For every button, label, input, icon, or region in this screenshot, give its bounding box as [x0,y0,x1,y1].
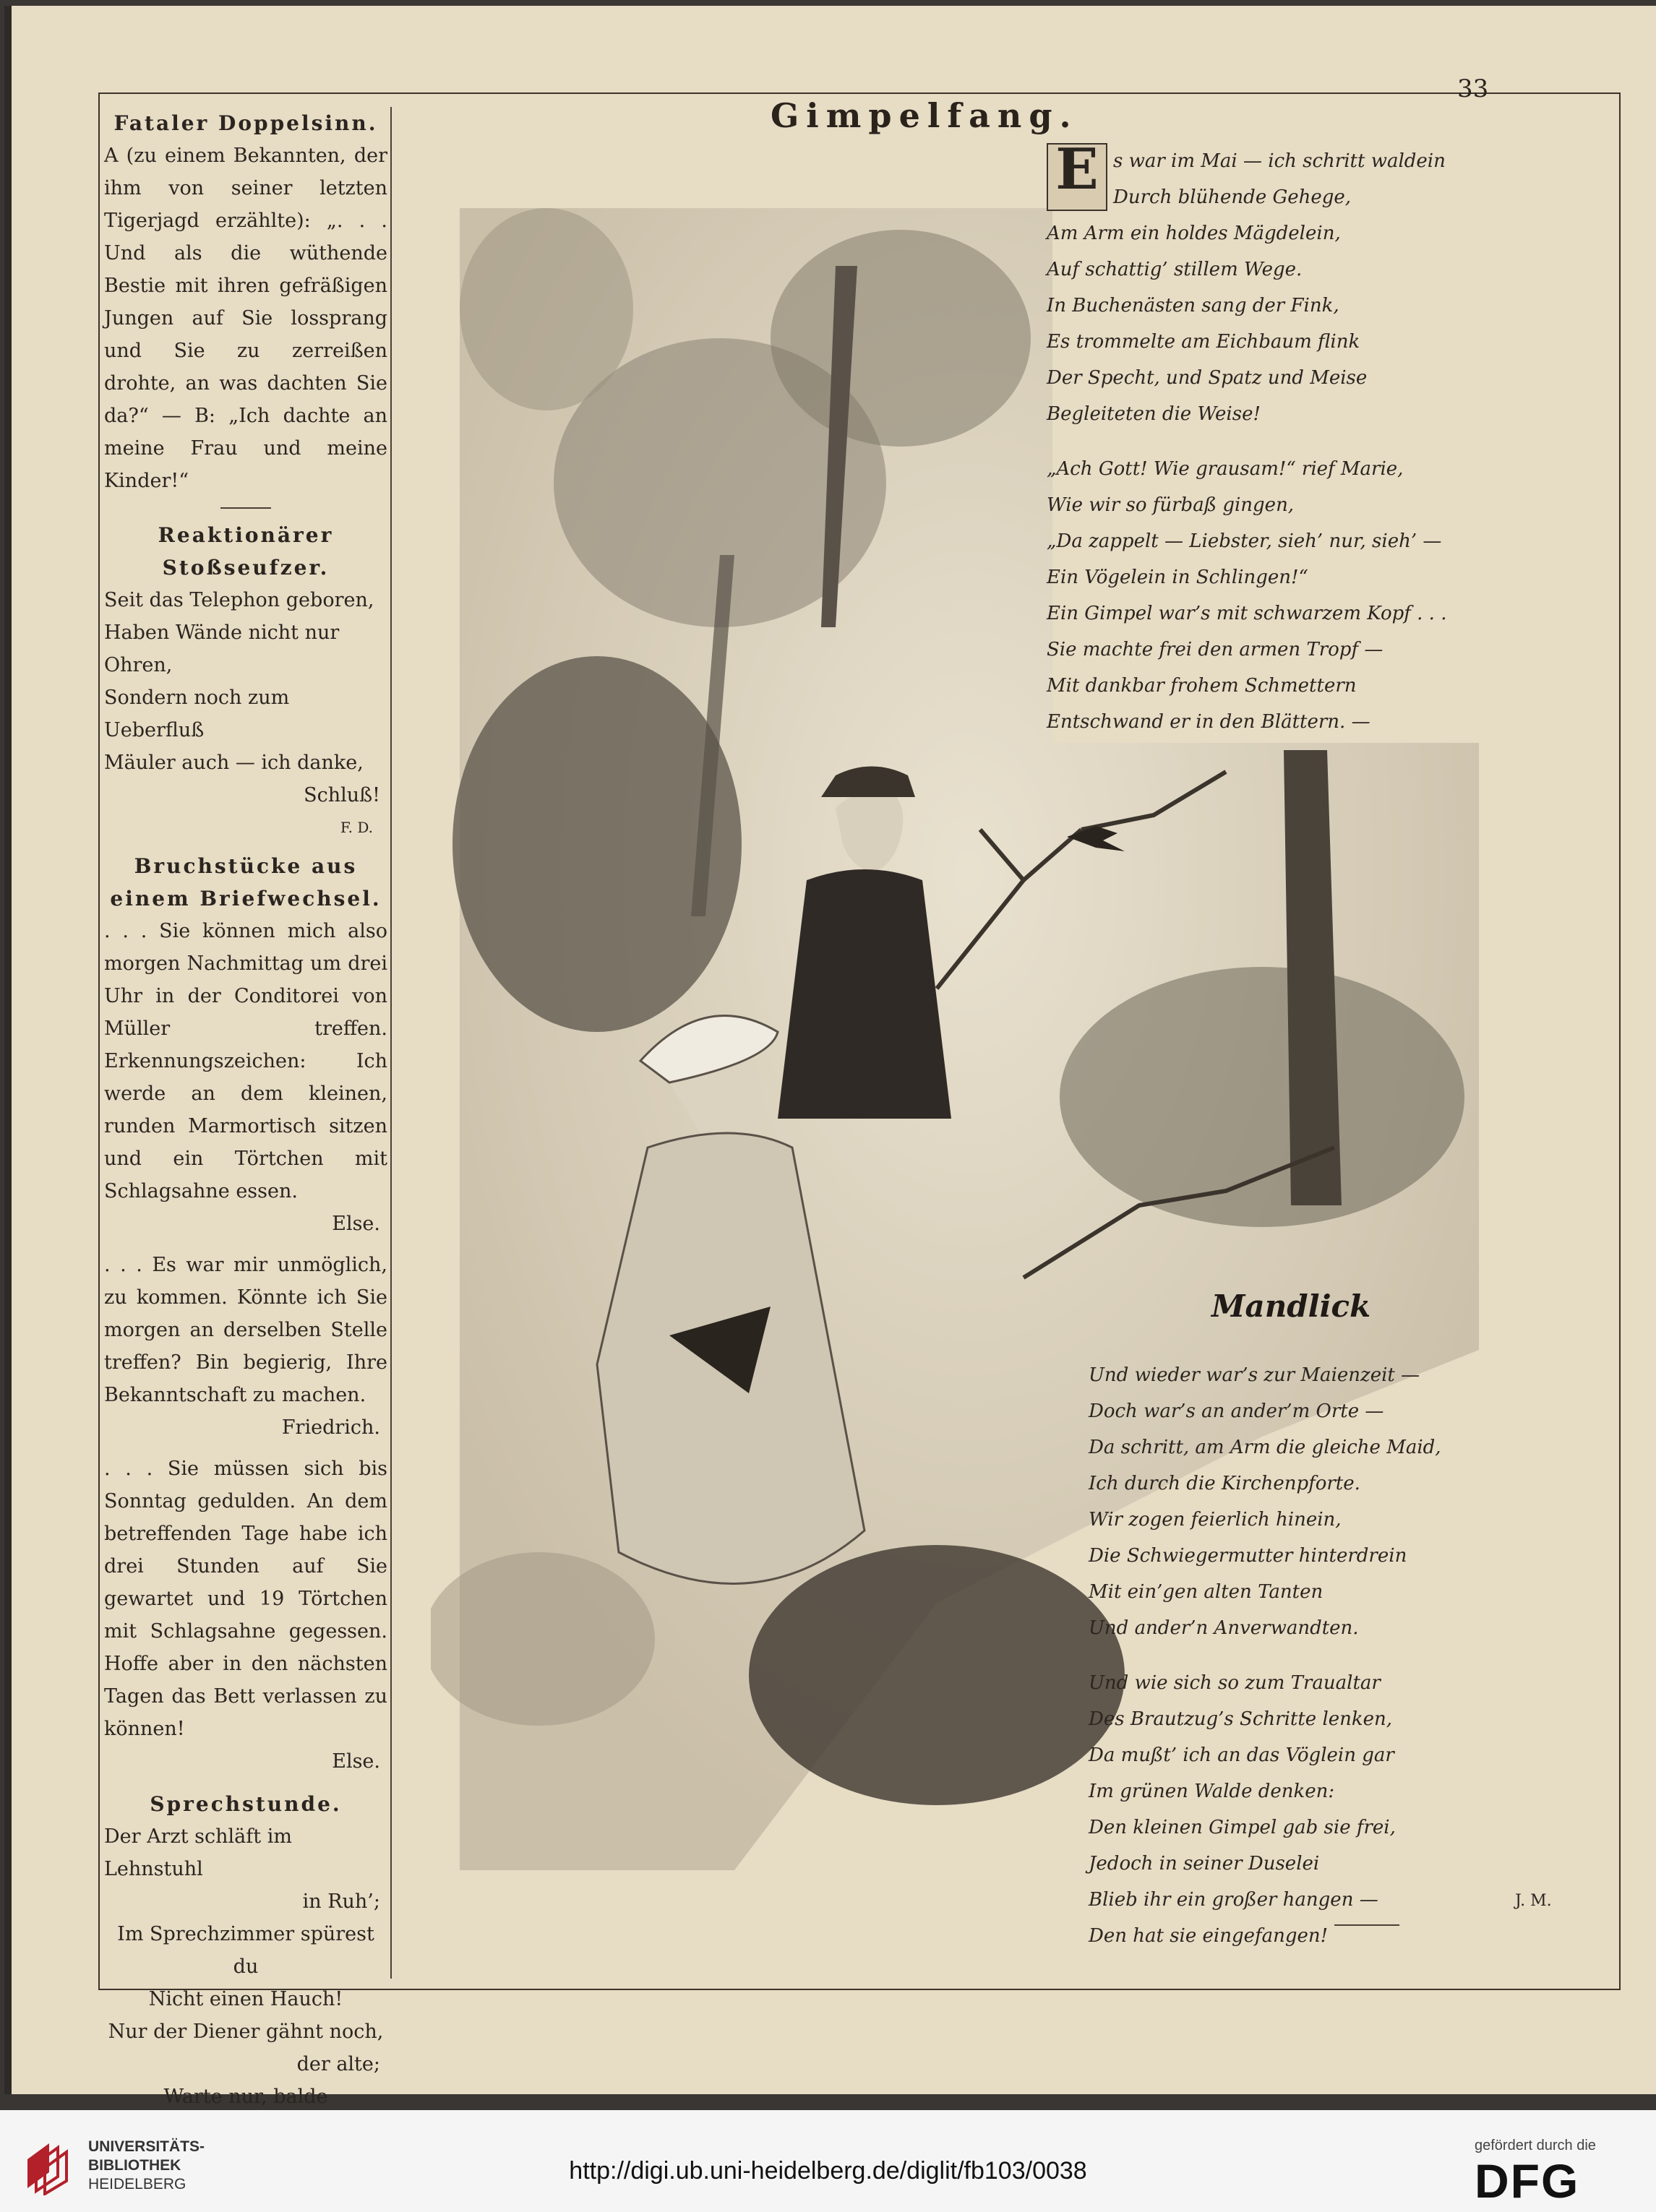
library-name-line: UNIVERSITÄTS- [88,2138,205,2155]
section-title-fataler: Fataler Doppelsinn. [113,111,378,135]
poem-line: Und wie sich so zum Traualtar [1089,1672,1381,1694]
poem-line: Wie wir so fürbaß gingen, [1047,494,1295,516]
dfg-logo: DFG [1475,2154,1580,2208]
poem-stanzas-lower [1089,1357,1522,1973]
library-name-line: BIBLIOTHEK [88,2157,181,2174]
poem-line: Auf schattig’ stillem Wege. [1047,259,1303,280]
poem-line: „Da zappelt — Liebster, sieh’ nur, sieh’ — [1047,530,1442,552]
column-divider [390,107,392,1979]
section-title-briefwechsel: Bruchstücke aus einem Briefwechsel. [110,854,382,911]
left-column [104,107,387,2200]
poem-line: Den hat sie eingefangen! [1089,1925,1329,1947]
poem-line: Den kleinen Gimpel gab sie frei, [1089,1817,1396,1838]
poem-line: s war im Mai — ich schritt waldein [1113,150,1446,172]
letter-text: . . . Es war mir unmöglich, zu kommen. Könnte ich Sie morgen an derselben Stelle treffen? Bin begierig, Ihre Bekanntschaft zu machen. [104,1254,387,1406]
poem-line: Sie machte frei den armen Tropf — [1047,639,1383,660]
divider [220,507,271,509]
poem-line: Haben Wände nicht nur Ohren, [104,621,340,676]
stanza-3 [1089,1357,1522,1646]
poem-line: Warte nur, balde [163,2086,328,2108]
stanza-2 [1047,451,1495,740]
poem-line: Da schritt, am Arm die gleiche Maid, [1089,1437,1441,1458]
signature: Else. [332,1750,380,1773]
poem-line: Blieb ihr ein großer hangen — [1089,1889,1378,1911]
source-url[interactable]: http://digi.ub.uni-heidelberg.de/diglit/fb103/0038 [569,2157,1087,2185]
poem-line: Der Specht, und Spatz und Meise [1047,367,1368,389]
poem-line: Jedoch in seiner Duselei [1089,1853,1320,1875]
poem-line: Doch war’s an ander’m Orte — [1089,1400,1384,1422]
poem-line: in Ruh’; [302,1890,380,1913]
poem-line: Durch blühende Gehege, [1113,186,1352,208]
signature: Friedrich. [281,1416,380,1439]
dropcap-letter: E [1047,143,1107,211]
poem-line: Entschwand er in den Blättern. — [1047,711,1370,733]
section-title-sprechstunde: Sprechstunde. [150,1792,342,1816]
poem-line: Mit ein’gen alten Tanten [1089,1581,1323,1603]
letter-text: . . . Sie können mich also morgen Nachmittag um drei Uhr in der Conditorei von Müller treffen. Erkennungszeichen: Ich werde an dem kleinen, runden Marmortisch sitzen und ein Törtchen mit Schlagsahne essen. [104,920,387,1202]
signature: Else. [332,1213,380,1235]
stanza-1 [1047,137,1495,432]
poem-stanzas-upper [1047,137,1495,759]
poem-line: Und ander’n Anverwandten. [1089,1617,1359,1639]
poem-line: Mit dankbar frohem Schmettern [1047,675,1357,697]
letter-text: . . . Sie müssen sich bis Sonntag gedulden. An dem betreffenden Tage habe ich drei Stunden auf Sie gewartet und 19 Törtchen mit Schlagsahne gegessen. Hoffe aber in den nächsten Tagen das Bett verlassen zu können! [104,1458,387,1740]
poem-line: Seit das Telephon geboren, [104,589,374,611]
poem-line: Ein Vögelein in Schlingen!“ [1047,567,1308,588]
section-title-stossseufzer: Reaktionärer Stoßseufzer. [158,523,334,580]
stanza-4 [1089,1665,1522,1954]
poem-line: Nicht einen Hauch! [148,1988,343,2010]
poem-line: Schluß! [304,784,380,806]
artist-signature: Mandlick [1211,1288,1371,1324]
poem-line: Mäuler auch — ich danke, [104,752,364,774]
poem-title: Gimpelfang. [771,96,1078,135]
poem-signature: J. M. [1515,1892,1552,1910]
poem-line: Es trommelte am Eichbaum flink [1047,331,1360,353]
poem-line: Im grünen Walde denken: [1089,1781,1335,1802]
poem-line: „Ach Gott! Wie grausam!“ rief Marie, [1047,458,1404,480]
poem-line: Und wieder war’s zur Maienzeit — [1089,1364,1420,1386]
poem-line: Da mußt’ ich an das Vöglein gar [1089,1744,1394,1766]
footer-bar [0,2110,1656,2212]
poem-line: Ein Gimpel war’s mit schwarzem Kopf . . . [1047,603,1447,624]
poem-line: Des Brautzug’s Schritte lenken, [1089,1708,1393,1730]
poem-line: Der Arzt schläft im Lehnstuhl [104,1825,292,1880]
page-number: 33 [1457,74,1489,103]
section-text-fataler: A (zu einem Bekannten, der ihm von seiner letzten Tigerjagd erzählte): „. . . Und als die wüthende Bestie mit ihren gefräßigen Jungen auf Sie lossprang und Sie zu zerreißen drohte, an was dachten Sie da?“ — B: „Ich dachte an meine Frau und meine Kinder!“ [104,145,387,492]
poem-line: Die Schwiegermutter hinterdrein [1089,1545,1407,1567]
poem-line: Ich durch die Kirchenpforte. [1089,1473,1360,1494]
library-name-line: HEIDELBERG [88,2176,186,2192]
poem-line: Begleiteten die Weise! [1047,403,1261,425]
poem-line: In Buchenästen sang der Fink, [1047,295,1339,317]
newspaper-page [4,6,1656,2108]
signature: F. D. [340,819,373,836]
divider [1334,1924,1399,1926]
poem-line: Wir zogen feierlich hinein, [1089,1509,1342,1531]
poem-line: der alte; [296,2053,380,2075]
poem-line: Nur der Diener gähnt noch, [108,2021,384,2043]
poem-line: Sondern noch zum Ueberfluß [104,687,290,741]
poem-line: Am Arm ein holdes Mägdelein, [1047,223,1341,244]
funded-by-label: gefördert durch die [1475,2138,1596,2153]
poem-line: Im Sprechzimmer spürest du [117,1923,374,1978]
